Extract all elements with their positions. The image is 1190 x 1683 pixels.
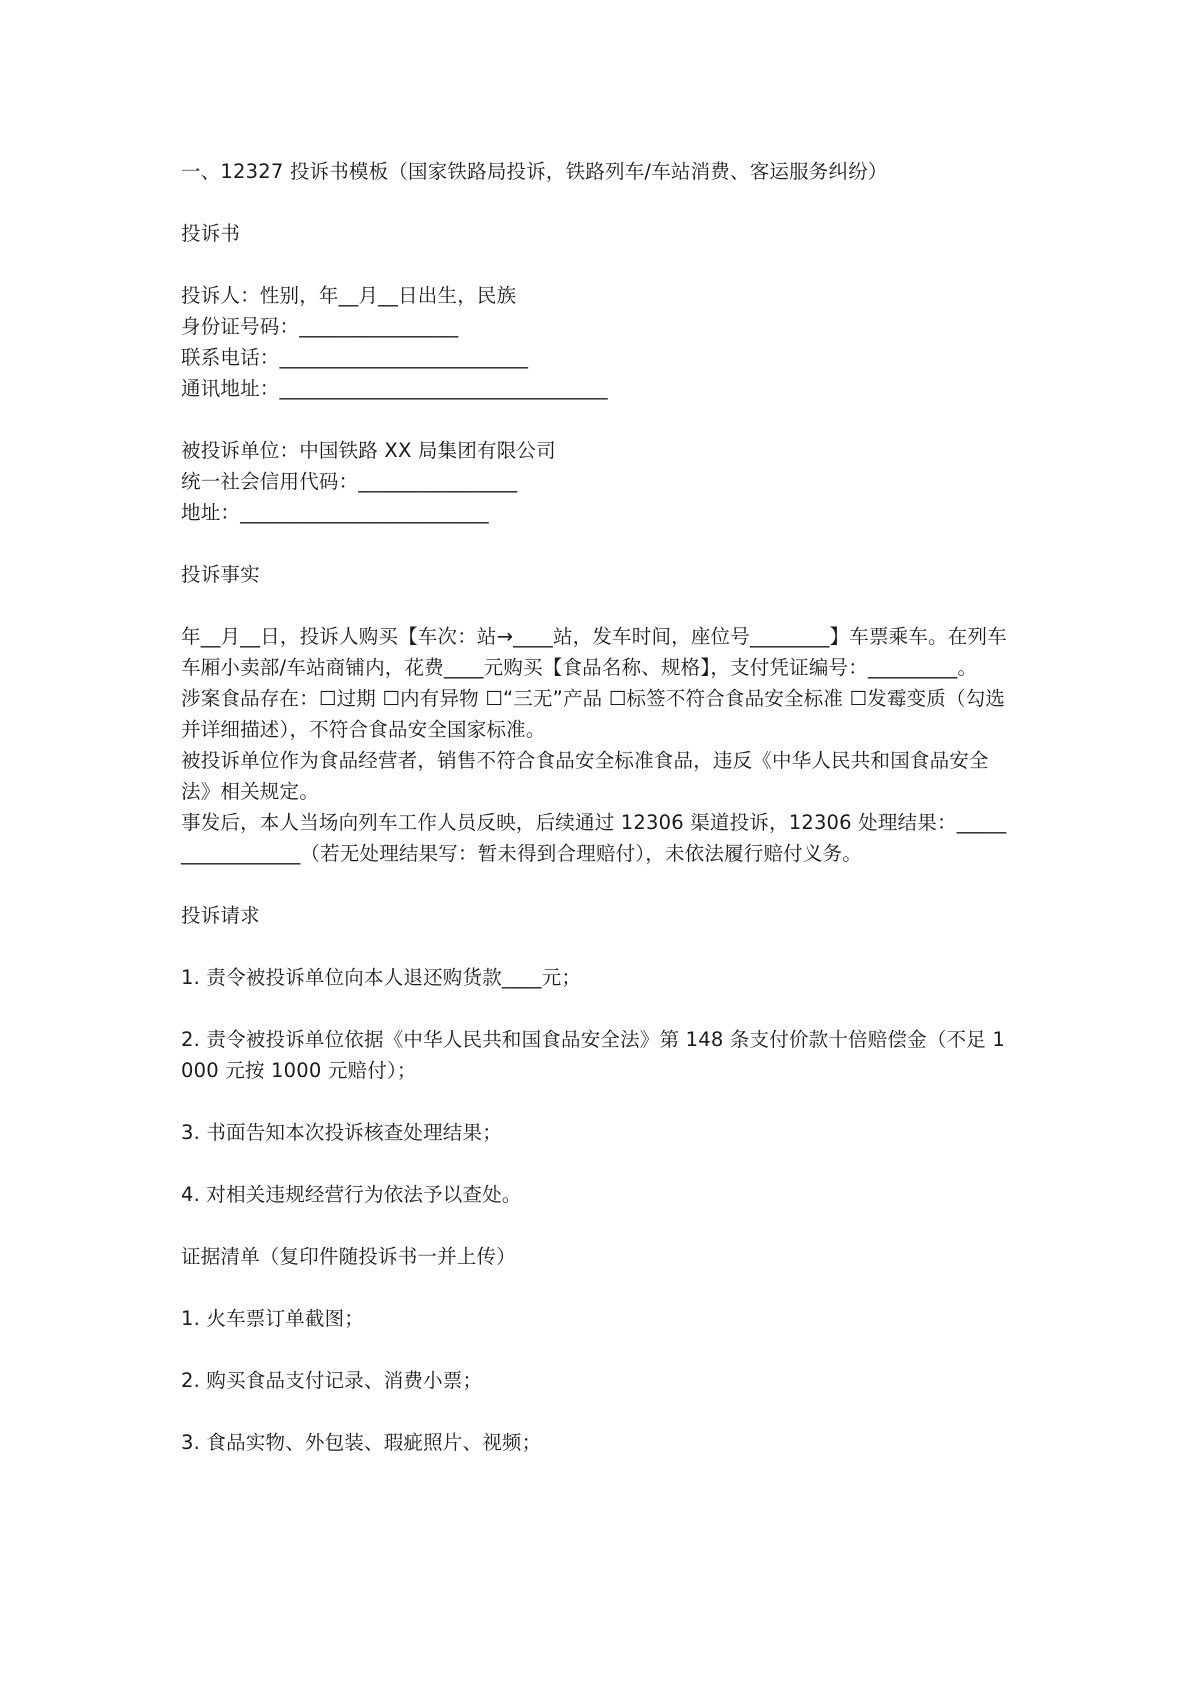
request-item: 1. 责令被投诉单位向本人退还购货款____元； — [181, 966, 582, 989]
evidence-item: 3. 食品实物、外包装、瑕疵照片、视频； — [181, 1431, 542, 1454]
respondent-address: 地址：_________________________ — [181, 501, 489, 524]
respondent-credit-code: 统一社会信用代码：________________ — [181, 470, 518, 493]
request-item: 4. 对相关违规经营行为依法予以查处。 — [181, 1183, 522, 1206]
facts-paragraph: 被投诉单位作为食品经营者，销售不符合食品安全标准食品，违反《中华人民共和国食品安全法》相关规定。 — [181, 749, 989, 803]
complainant-id-number: 身份证号码：________________ — [181, 315, 459, 338]
document-title: 投诉书 — [181, 222, 241, 245]
complainant-info: 投诉人：性别，年__月__日出生，民族 — [181, 284, 517, 307]
facts-title: 投诉事实 — [181, 563, 260, 586]
complainant-address: 通讯地址：_________________________________ — [181, 377, 608, 400]
request-item: 2. 责令被投诉单位依据《中华人民共和国食品安全法》第 148 条支付价款十倍赔偿金（不足 1000 元按 1000 元赔付）； — [181, 1028, 1005, 1082]
facts-paragraph: 涉案食品存在：☐过期 ☐内有异物 ☐“三无”产品 ☐标签不符合食品安全标准 ☐发霉变质（勾选并详细描述），不符合食品安全国家标准。 — [181, 687, 1006, 741]
facts-paragraph: 年__月__日，投诉人购买【车次：站→____站，发车时间，座位号________】车票乘车。在列车车厢小卖部/车站商铺内，花费____元购买【食品名称、规格】，支付凭证编号：_________。 — [181, 625, 1007, 679]
document-body — [181, 156, 1011, 1458]
document-heading: 一、12327 投诉书模板（国家铁路局投诉，铁路列车/车站消费、客运服务纠纷） — [181, 160, 888, 183]
evidence-item: 1. 火车票订单截图； — [181, 1307, 365, 1330]
complainant-phone: 联系电话：_________________________ — [181, 346, 529, 369]
facts-paragraph: 事发后，本人当场向列车工作人员反映，后续通过 12306 渠道投诉，12306 处理结果：_________________（若无处理结果写：暂未得到合理赔付），未依法履行赔付义务。 — [181, 811, 1007, 865]
evidence-title: 证据清单（复印件随投诉书一并上传） — [181, 1245, 516, 1268]
requests-title: 投诉请求 — [181, 904, 260, 927]
evidence-item: 2. 购买食品支付记录、消费小票； — [181, 1369, 483, 1392]
respondent-unit: 被投诉单位：中国铁路 XX 局集团有限公司 — [181, 439, 556, 462]
request-item: 3. 书面告知本次投诉核查处理结果； — [181, 1121, 502, 1144]
